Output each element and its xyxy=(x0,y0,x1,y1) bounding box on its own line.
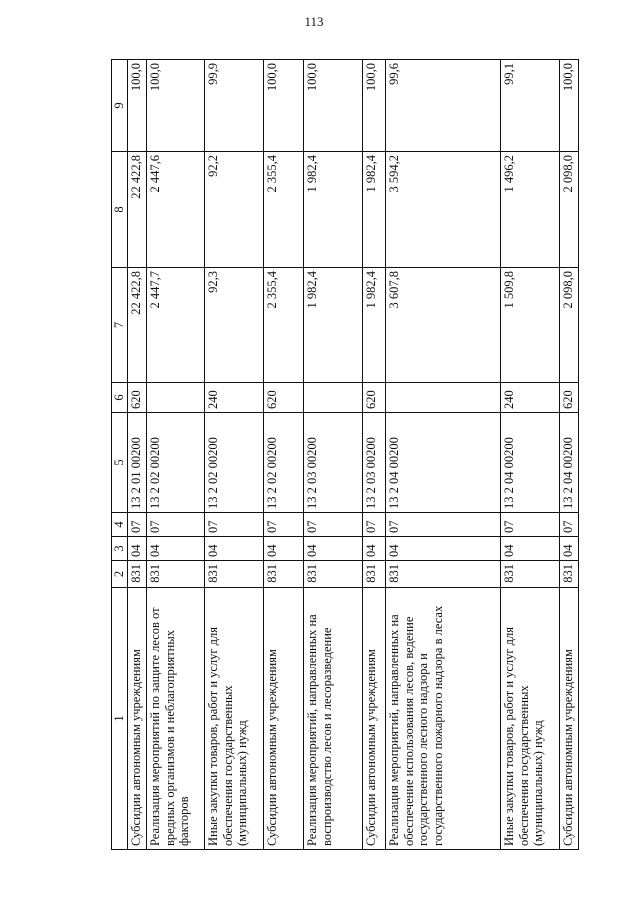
cell-execution: 1 982,4 xyxy=(303,152,362,268)
header-cell-execution: 8 xyxy=(112,152,128,268)
cell-target-article: 13 2 03 00200 xyxy=(303,413,362,513)
table-row xyxy=(204,60,263,850)
cell-expense-type xyxy=(385,383,500,413)
cell-section: 04 xyxy=(263,537,303,561)
cell-section: 04 xyxy=(385,537,500,561)
cell-main-manager: 831 xyxy=(303,561,362,588)
cell-name: Иные закупки товаров, работ и услуг для обеспечения государственных (муниципальных) нужд xyxy=(500,588,559,850)
table-row xyxy=(127,60,146,850)
cell-plan: 2 447,7 xyxy=(146,268,204,383)
header-row xyxy=(112,60,128,850)
cell-plan: 3 607,8 xyxy=(385,268,500,383)
cell-execution: 1 982,4 xyxy=(362,152,385,268)
cell-target-article: 13 2 04 00200 xyxy=(385,413,500,513)
cell-main-manager: 831 xyxy=(500,561,559,588)
cell-percent: 100,0 xyxy=(362,60,385,152)
cell-target-article: 13 2 02 00200 xyxy=(263,413,303,513)
cell-percent: 100,0 xyxy=(127,60,146,152)
header-cell-percent: 9 xyxy=(112,60,128,152)
cell-execution: 92,2 xyxy=(204,152,263,268)
cell-section: 04 xyxy=(146,537,204,561)
cell-percent: 100,0 xyxy=(263,60,303,152)
cell-execution: 2 098,0 xyxy=(559,152,578,268)
cell-plan: 22 422,8 xyxy=(127,268,146,383)
cell-subsection: 07 xyxy=(362,513,385,537)
cell-name: Реализация мероприятий по защите лесов от вредных организмов и неблагоприятных факторов xyxy=(146,588,204,850)
table-row xyxy=(559,60,578,850)
cell-plan: 2 355,4 xyxy=(263,268,303,383)
cell-target-article: 13 2 01 00200 xyxy=(127,413,146,513)
cell-execution: 2 447,6 xyxy=(146,152,204,268)
cell-main-manager: 831 xyxy=(146,561,204,588)
cell-execution: 22 422,8 xyxy=(127,152,146,268)
cell-name: Субсидии автономным учреждениям xyxy=(127,588,146,850)
cell-section: 04 xyxy=(559,537,578,561)
cell-expense-type: 620 xyxy=(559,383,578,413)
cell-subsection: 07 xyxy=(559,513,578,537)
cell-percent: 99,1 xyxy=(500,60,559,152)
cell-main-manager: 831 xyxy=(385,561,500,588)
cell-percent: 99,6 xyxy=(385,60,500,152)
cell-subsection: 07 xyxy=(204,513,263,537)
cell-subsection: 07 xyxy=(385,513,500,537)
cell-name: Реализация мероприятий, направленных на обеспечение использования лесов, ведение государственного лесного надзора и государственного пожарного надзора в лесах xyxy=(385,588,500,850)
cell-name: Иные закупки товаров, работ и услуг для обеспечения государственных (муниципальных) нужд xyxy=(204,588,263,850)
cell-percent: 100,0 xyxy=(303,60,362,152)
cell-name: Субсидии автономным учреждениям xyxy=(263,588,303,850)
cell-execution: 3 594,2 xyxy=(385,152,500,268)
cell-main-manager: 831 xyxy=(362,561,385,588)
cell-main-manager: 831 xyxy=(559,561,578,588)
table-row xyxy=(303,60,362,850)
header-cell-subsection: 4 xyxy=(112,513,128,537)
budget-table xyxy=(111,59,579,850)
cell-name: Субсидии автономным учреждениям xyxy=(362,588,385,850)
header-cell-section: 3 xyxy=(112,537,128,561)
cell-expense-type xyxy=(303,383,362,413)
cell-target-article: 13 2 02 00200 xyxy=(204,413,263,513)
cell-percent: 100,0 xyxy=(559,60,578,152)
cell-main-manager: 831 xyxy=(263,561,303,588)
cell-expense-type: 240 xyxy=(500,383,559,413)
cell-subsection: 07 xyxy=(127,513,146,537)
header-cell-main-manager: 2 xyxy=(112,561,128,588)
cell-name: Реализация мероприятий, направленных на воспроизводство лесов и лесоразведение xyxy=(303,588,362,850)
table-row xyxy=(146,60,204,850)
cell-plan: 1 509,8 xyxy=(500,268,559,383)
cell-main-manager: 831 xyxy=(127,561,146,588)
cell-plan: 1 982,4 xyxy=(362,268,385,383)
cell-name: Субсидии автономным учреждениям xyxy=(559,588,578,850)
cell-expense-type: 620 xyxy=(127,383,146,413)
cell-target-article: 13 2 04 00200 xyxy=(559,413,578,513)
cell-expense-type: 620 xyxy=(362,383,385,413)
cell-section: 04 xyxy=(303,537,362,561)
table-row xyxy=(362,60,385,850)
cell-target-article: 13 2 04 00200 xyxy=(500,413,559,513)
cell-section: 04 xyxy=(362,537,385,561)
header-cell-name: 1 xyxy=(112,588,128,850)
cell-subsection: 07 xyxy=(263,513,303,537)
cell-execution: 2 355,4 xyxy=(263,152,303,268)
table-row xyxy=(500,60,559,850)
page-number: 113 xyxy=(304,14,324,29)
cell-plan: 2 098,0 xyxy=(559,268,578,383)
cell-expense-type xyxy=(146,383,204,413)
cell-percent: 100,0 xyxy=(146,60,204,152)
cell-section: 04 xyxy=(204,537,263,561)
table-row xyxy=(385,60,500,850)
cell-expense-type: 240 xyxy=(204,383,263,413)
cell-target-article: 13 2 03 00200 xyxy=(362,413,385,513)
cell-section: 04 xyxy=(500,537,559,561)
header-cell-expense-type: 6 xyxy=(112,383,128,413)
cell-subsection: 07 xyxy=(146,513,204,537)
cell-subsection: 07 xyxy=(303,513,362,537)
header-cell-target-article: 5 xyxy=(112,413,128,513)
cell-main-manager: 831 xyxy=(204,561,263,588)
cell-section: 04 xyxy=(127,537,146,561)
table-row xyxy=(263,60,303,850)
cell-plan: 1 982,4 xyxy=(303,268,362,383)
cell-target-article: 13 2 02 00200 xyxy=(146,413,204,513)
cell-execution: 1 496,2 xyxy=(500,152,559,268)
cell-plan: 92,3 xyxy=(204,268,263,383)
table-frame xyxy=(111,60,575,850)
rotated-table-wrapper xyxy=(111,60,575,850)
cell-percent: 99,9 xyxy=(204,60,263,152)
cell-subsection: 07 xyxy=(500,513,559,537)
cell-expense-type: 620 xyxy=(263,383,303,413)
header-cell-plan: 7 xyxy=(112,268,128,383)
